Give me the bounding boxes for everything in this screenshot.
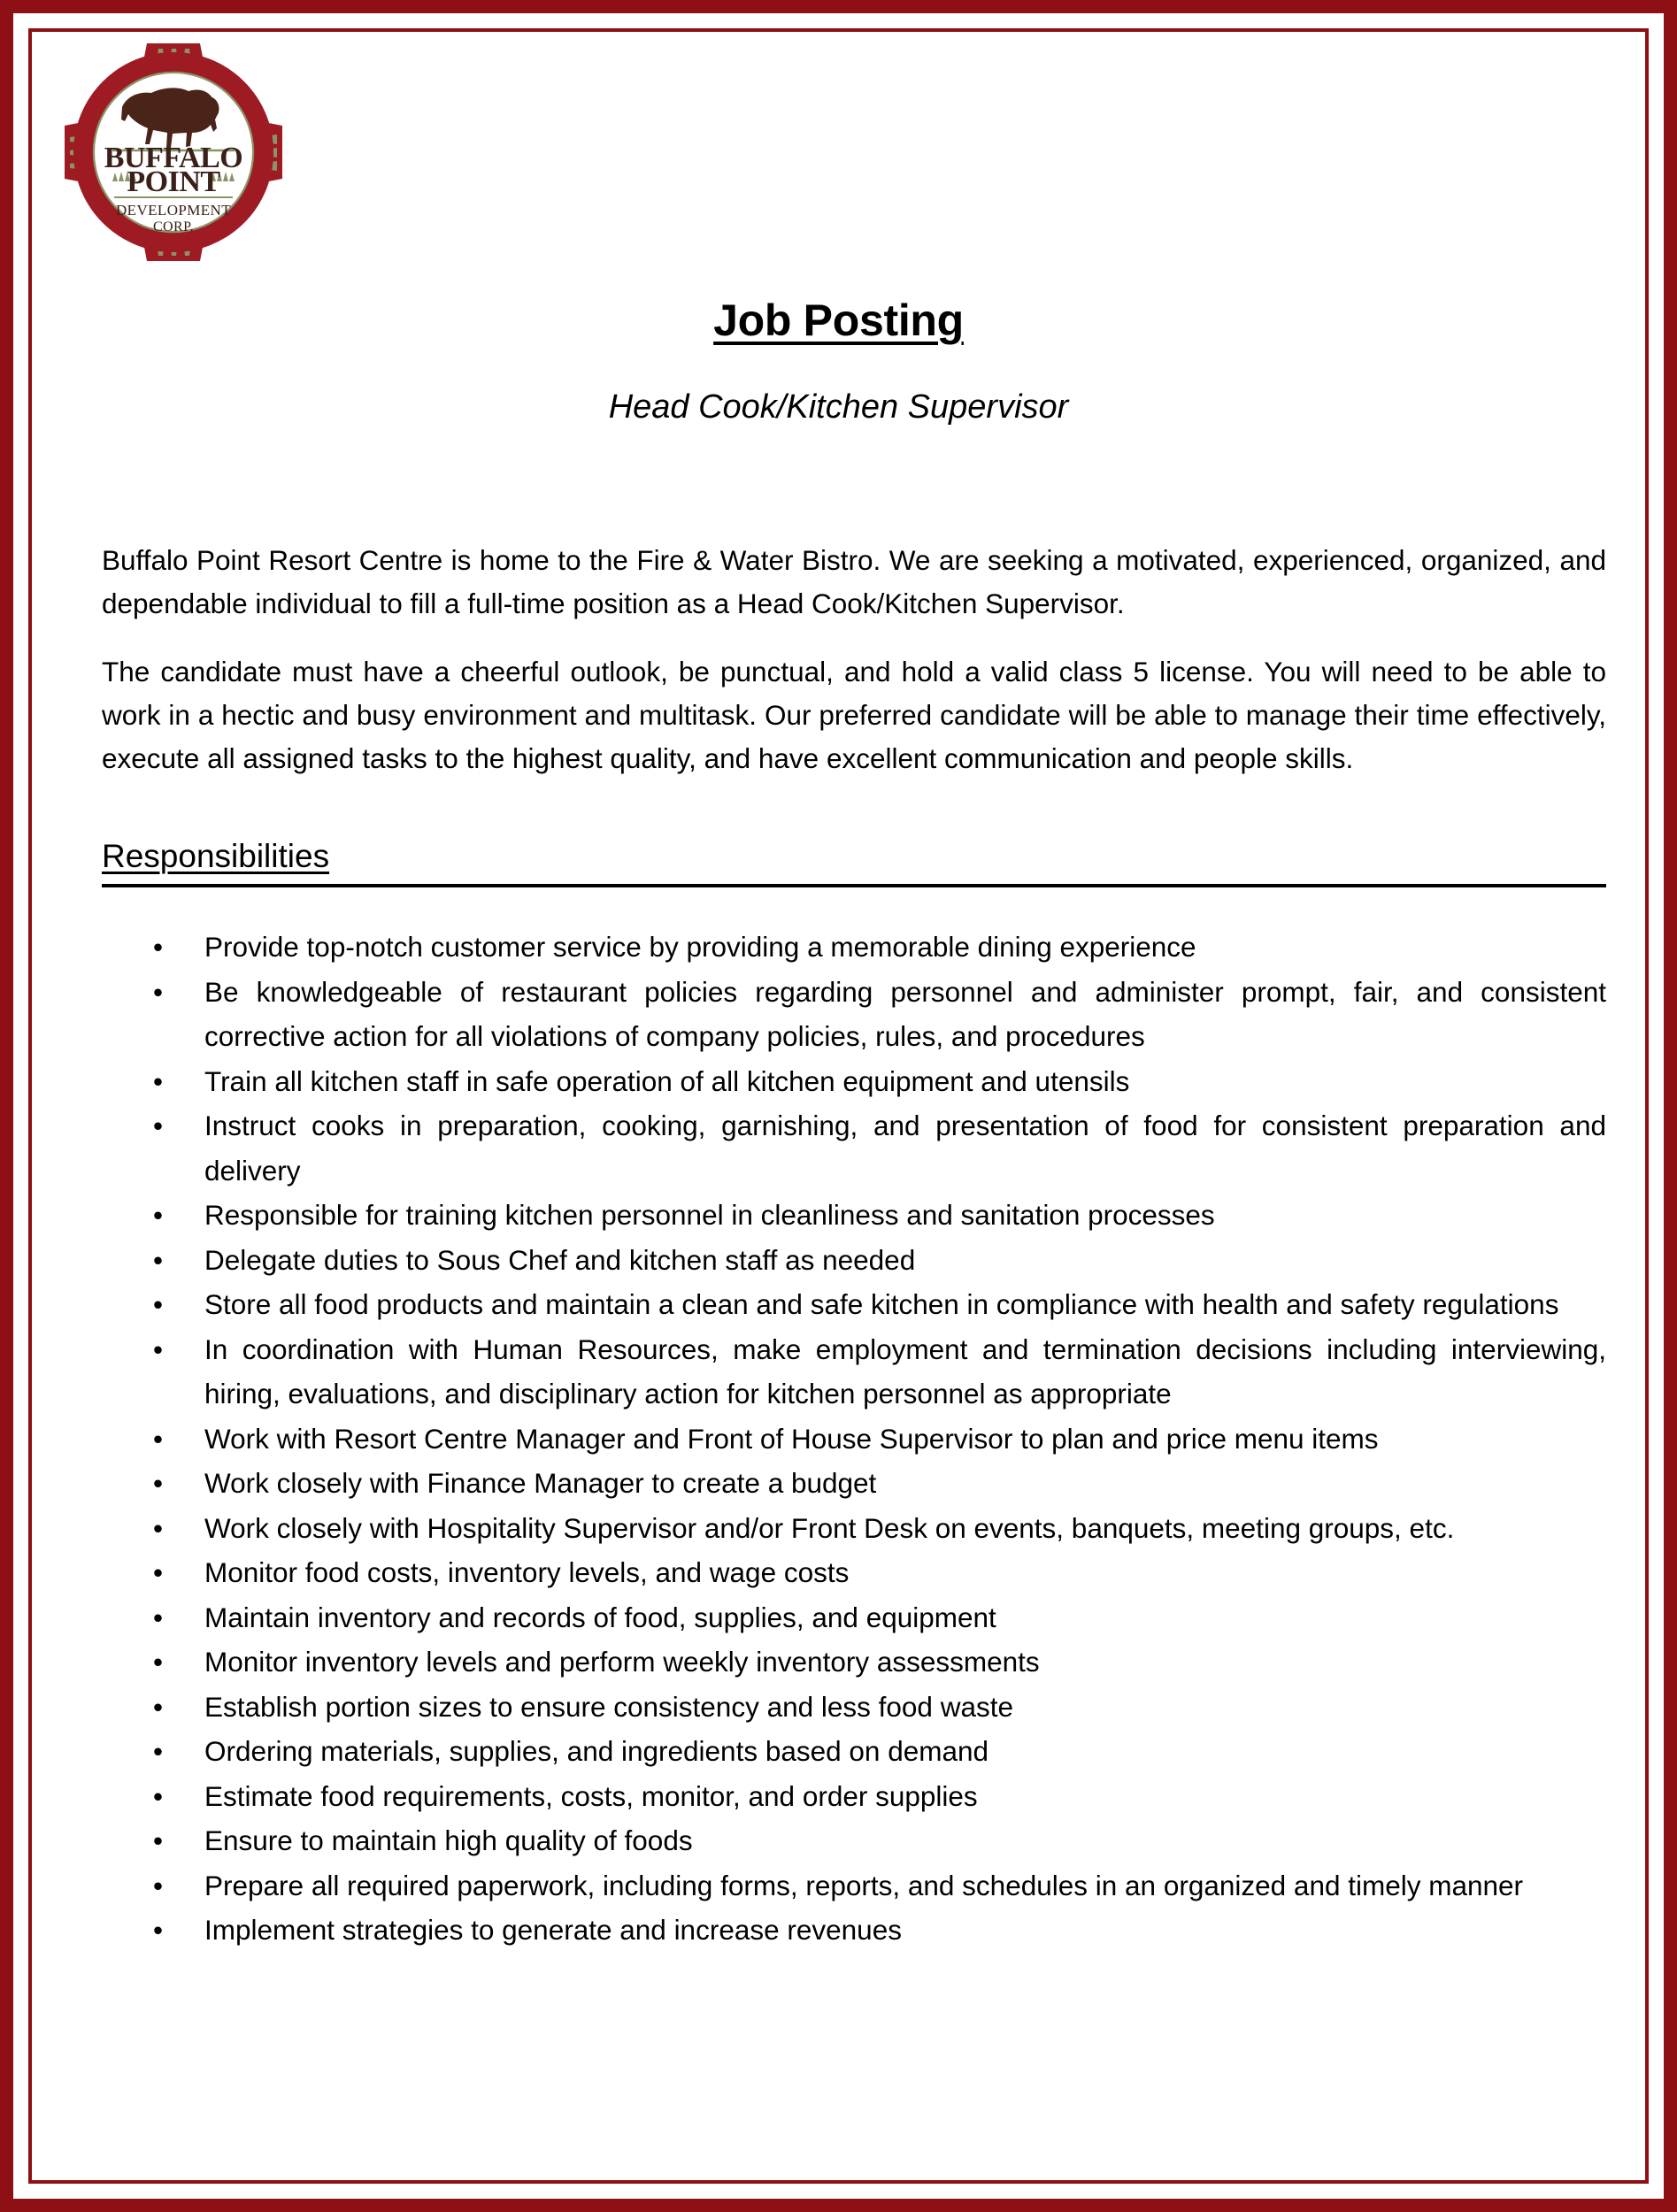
responsibilities-heading-text: Responsibilities xyxy=(102,838,330,874)
list-item xyxy=(102,1506,1606,1551)
list-item xyxy=(102,1282,1606,1327)
logo-text-development: DEVELOPMENT xyxy=(116,202,231,219)
logo-text-buffalo: BUFFALO xyxy=(104,142,243,174)
list-item xyxy=(102,1059,1606,1104)
list-item-label: In coordination with Human Resources, make employment and termination decisions including interviewing, hiring, evaluations, and disciplinary action for kitchen personnel as appropriate xyxy=(204,1333,1606,1409)
document-content xyxy=(13,13,1664,2199)
list-item-label: Implement strategies to generate and increase revenues xyxy=(204,1914,902,1946)
responsibilities-list xyxy=(102,925,1606,1953)
page-title-text: Job Posting xyxy=(713,296,964,345)
list-item xyxy=(102,1863,1606,1909)
list-item xyxy=(102,1461,1606,1506)
list-item-label: Responsible for training kitchen personnel in cleanliness and sanitation processes xyxy=(204,1199,1215,1231)
list-item-label: Monitor food costs, inventory levels, and wage costs xyxy=(204,1556,850,1588)
list-item xyxy=(102,1818,1606,1863)
list-item xyxy=(102,1685,1606,1730)
page-subtitle: Head Cook/Kitchen Supervisor xyxy=(608,388,1069,426)
list-item xyxy=(102,1595,1606,1640)
list-item xyxy=(102,1550,1606,1595)
list-item xyxy=(102,1238,1606,1283)
list-item-label: Provide top-notch customer service by providing a memorable dining experience xyxy=(204,931,1196,963)
list-item-label: Store all food products and maintain a clean and safe kitchen in compliance with health and safety regulations xyxy=(204,1288,1559,1320)
responsibilities-heading xyxy=(102,836,1606,887)
list-item xyxy=(102,1193,1606,1238)
list-item xyxy=(102,970,1606,1059)
list-item xyxy=(102,1327,1606,1417)
list-item-label: Monitor inventory levels and perform weekly inventory assessments xyxy=(204,1646,1040,1678)
logo-text-point: POINT xyxy=(127,165,220,198)
buffalo-point-logo-icon xyxy=(54,33,293,272)
buffalo-point-logo xyxy=(54,33,293,272)
list-item-label: Work closely with Hospitality Supervisor and/or Front Desk on events, banquets, meeting groups, etc. xyxy=(204,1511,1455,1544)
list-item-label: Estimate food requirements, costs, monitor, and order supplies xyxy=(204,1779,978,1812)
list-item-label: Delegate duties to Sous Chef and kitchen staff as needed xyxy=(204,1243,916,1276)
list-item-label: Prepare all required paperwork, including forms, reports, and schedules in an organized and timely manner xyxy=(204,1869,1524,1901)
list-item xyxy=(102,925,1606,970)
list-item-label: Ensure to maintain high quality of foods xyxy=(204,1824,693,1856)
list-item-label: Work with Resort Centre Manager and Front of House Supervisor to plan and price menu items xyxy=(204,1422,1379,1455)
logo-text-corp: CORP. xyxy=(152,219,195,234)
list-item-label: Work closely with Finance Manager to create a budget xyxy=(204,1467,877,1499)
list-item xyxy=(102,1103,1606,1193)
list-item-label: Instruct cooks in preparation, cooking, garnishing, and presentation of food for consistent preparation and delivery xyxy=(204,1110,1606,1187)
list-item xyxy=(102,1774,1606,1819)
list-item-label: Be knowledgeable of restaurant policies regarding personnel and administer prompt, fair, and consistent corrective action for all violations of company policies, rules, and procedures xyxy=(204,975,1606,1052)
intro-paragraph-1: Buffalo Point Resort Centre is home to the Fire & Water Bistro. We are seeking a motivated, experienced, organized, and dependable individual to fill a full-time position as a Head Cook/Kitchen Supervisor. xyxy=(102,544,1606,619)
list-item-label: Train all kitchen staff in safe operation of all kitchen equipment and utensils xyxy=(204,1064,1130,1097)
list-item xyxy=(102,1417,1606,1462)
page-title xyxy=(102,295,1575,346)
list-item-label: Establish portion sizes to ensure consistency and less food waste xyxy=(204,1690,1013,1723)
list-item xyxy=(102,1640,1606,1685)
list-item-label: Ordering materials, supplies, and ingredients based on demand xyxy=(204,1735,989,1767)
list-item-label: Maintain inventory and records of food, supplies, and equipment xyxy=(204,1601,996,1633)
intro-paragraph-2: The candidate must have a cheerful outlook, be punctual, and hold a valid class 5 license. You will need to be able to work in a hectic and busy environment and multitask. Our preferred candidate will be able to manage their time effectively, execute all assigned tasks to the highest quality, and have excellent communication and people skills. xyxy=(102,656,1606,774)
list-item xyxy=(102,1908,1606,1953)
list-item xyxy=(102,1729,1606,1774)
